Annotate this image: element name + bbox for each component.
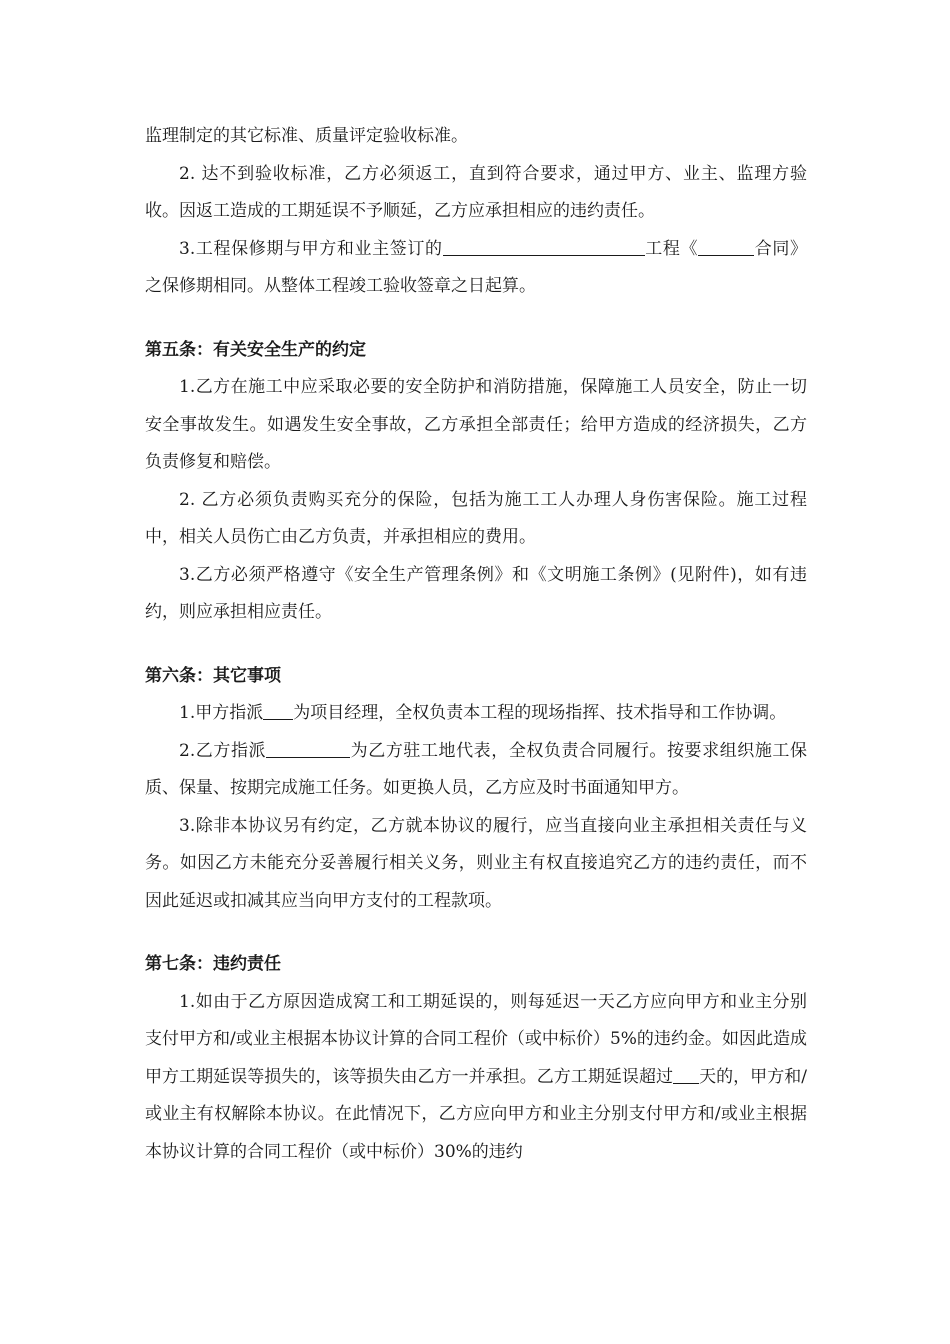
paragraph-s6-2-part-b: 为乙方驻工地代表，全权负责合同履行。按要求组织施工保质、保量、按期完成施工任务。如更换人员，乙方应及时书面通知甲方。 bbox=[145, 740, 807, 798]
paragraph-s7-1-part-a: 1.如由于乙方原因造成窝工和工期延误的，则每延迟一天乙方应向甲方和业主分别支付甲方和/或业主根据本协议计算的合同工程价（或中标价）5%的违约金。如因此造成甲方工期延误等损失的，该等损失由乙方一并承担。乙方工期延误超过 bbox=[145, 991, 807, 1087]
paragraph-s6-2-part-a: 2.乙方指派 bbox=[179, 740, 267, 761]
section-title-5: 第五条：有关安全生产的约定 bbox=[145, 339, 366, 360]
paragraph-s6-1-part-a: 1.甲方指派 bbox=[179, 703, 264, 723]
paragraph-s4-1: 监理制定的其它标准、质量评定验收标准。 bbox=[145, 126, 468, 146]
section-title-7: 第七条：违约责任 bbox=[145, 954, 281, 974]
paragraph-s4-2: 2. 达不到验收标准，乙方必须返工，直到符合要求，通过甲方、业主、监理方验收。因返工造成的工期延误不予顺延，乙方应承担相应的违约责任。 bbox=[145, 163, 807, 221]
paragraph-s7-1 bbox=[145, 984, 807, 1172]
paragraph-s4-3-part-a: 3.工程保修期与甲方和业主签订的 bbox=[179, 238, 443, 259]
document-body bbox=[145, 118, 807, 1171]
paragraph-s4-3-part-c: 合同》之保修期相同。从整体工程竣工验收签章之日起算。 bbox=[145, 238, 808, 296]
section-title-6: 第六条：其它事项 bbox=[145, 665, 281, 686]
blank-contract-name bbox=[698, 238, 754, 256]
paragraph-s6-1 bbox=[145, 695, 807, 733]
paragraph-s4-3-part-b: 工程《 bbox=[644, 238, 699, 259]
paragraph-s6-2 bbox=[145, 733, 807, 808]
blank-delay-days bbox=[673, 1066, 699, 1084]
paragraph-s6-1-part-b: 为项目经理，全权负责本工程的现场指挥、技术指导和工作协调。 bbox=[293, 703, 787, 723]
paragraph-s5-3: 3.乙方必须严格遵守《安全生产管理条例》和《文明施工条例》(见附件)，如有违约，则应承担相应责任。 bbox=[145, 564, 807, 622]
blank-site-representative bbox=[266, 740, 350, 758]
paragraph-s5-2: 2. 乙方必须负责购买充分的保险，包括为施工工人办理人身伤害保险。施工过程中，相关人员伤亡由乙方负责，并承担相应的费用。 bbox=[145, 489, 807, 547]
blank-project-manager bbox=[263, 702, 293, 720]
paragraph-s5-1: 1.乙方在施工中应采取必要的安全防护和消防措施，保障施工人员安全，防止一切安全事故发生。如遇发生安全事故，乙方承担全部责任；给甲方造成的经济损失，乙方负责修复和赔偿。 bbox=[145, 377, 807, 472]
paragraph-s6-3: 3.除非本协议另有约定，乙方就本协议的履行，应当直接向业主承担相关责任与义务。如因乙方未能充分妥善履行相关义务，则业主有权直接追究乙方的违约责任，而不因此延迟或扣减其应当向甲方支付的工程款项。 bbox=[145, 815, 807, 911]
blank-project-name bbox=[443, 238, 645, 256]
paragraph-s4-3 bbox=[145, 231, 807, 306]
paragraph-s7-1-part-b: 天的，甲方和/或业主有权解除本协议。在此情况下，乙方应向甲方和业主分别支付甲方和/或业主根据本协议计算的合同工程价（或中标价）30%的违约 bbox=[145, 1066, 807, 1162]
